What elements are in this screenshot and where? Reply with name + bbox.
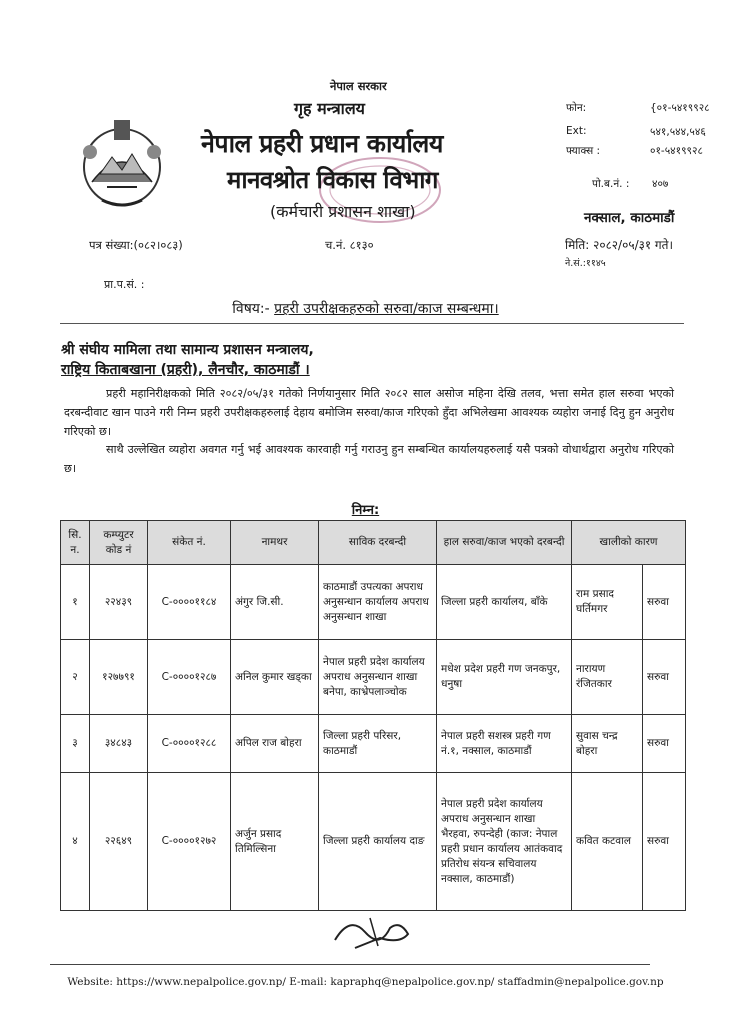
cell-old-post: जिल्ला प्रहरी परिसर, काठमाडौं (319, 715, 437, 773)
cell-code: १२७७९१ (90, 640, 148, 715)
cell-name: अपिल राज बोहरा (231, 715, 319, 773)
signature-icon (330, 910, 420, 952)
ext-label: Ext: (566, 125, 587, 137)
cell-sanket: C-००००१२८७ (148, 640, 231, 715)
header-new-post: हाल सरुवा/काज भएको दरबन्दी (437, 521, 572, 565)
header-vacancy: खालीको कारण (572, 521, 686, 565)
patra-sankhya: पत्र संख्या:(०८२।०८३) (89, 238, 183, 252)
department-title: मानवश्रोत विकास विभाग (227, 166, 438, 194)
phone-label: फोन: (566, 102, 587, 114)
fax-label: फ्याक्स : (566, 145, 601, 157)
cell-vacancy-reason: सरुवा (643, 640, 686, 715)
cell-name: अनिल कुमार खड्का (231, 640, 319, 715)
cell-sn: ३ (61, 715, 90, 773)
office-address: नक्साल, काठमाडौं (584, 210, 675, 226)
cell-vacancy-name: राम प्रसाद घर्तिमगर (572, 565, 643, 640)
cell-new-post: मधेश प्रदेश प्रहरी गण जनकपुर, धनुषा (437, 640, 572, 715)
cell-vacancy-reason: सरुवा (643, 715, 686, 773)
office-title: नेपाल प्रहरी प्रधान कार्यालय (201, 129, 443, 158)
header-code: कम्प्युटर कोड नं (90, 521, 148, 565)
cell-old-post: काठमाडौं उपत्यका अपराध अनुसन्धान कार्यालय अपराध अनुसन्धान शाखा (319, 565, 437, 640)
footer-divider (50, 964, 650, 965)
cell-sn: २ (61, 640, 90, 715)
header-name: नामथर (231, 521, 319, 565)
cell-vacancy-name: नारायण रंजितकार (572, 640, 643, 715)
cell-new-post: नेपाल प्रहरी प्रदेश कार्यालय अपराध अनुसन्धान शाखा भैरहवा, रुपन्देही (काज: नेपाल प्रहरी प्रधान कार्यालय आतंकवाद प्रतिरोध संयन्त्र सचिवालय नक्साल, काठमाडौं) (437, 773, 572, 911)
cell-vacancy-reason: सरुवा (643, 773, 686, 911)
nepal-sambat: ने.सं.:११४५ (565, 258, 606, 269)
transfer-table (60, 520, 686, 911)
fax-value: ०१-५४१९९२८ (650, 145, 703, 157)
pobox-label: पो.ब.नं. : (592, 178, 630, 190)
table-row (61, 640, 686, 715)
cell-sn: १ (61, 565, 90, 640)
divider (60, 323, 684, 324)
table-row (61, 565, 686, 640)
cell-new-post: नेपाल प्रहरी सशस्त्र प्रहरी गण नं.१, नक्साल, काठमाडौं (437, 715, 572, 773)
cell-old-post: जिल्ला प्रहरी कार्यालय दाङ (319, 773, 437, 911)
subject-text: प्रहरी उपरीक्षकहरुको सरुवा/काज सम्बन्धमा। (274, 301, 499, 317)
cell-old-post: नेपाल प्रहरी प्रदेश कार्यालय अपराध अनुसन्धान शाखा बनेपा, काभ्रेपलाञ्चोक (319, 640, 437, 715)
body-paragraph-2: साथै उल्लेखित व्यहोरा अवगत गर्नु भई आवश्यक कारवाही गर्नु गराउनु हुन सम्बन्धित कार्यालयहरुलाई यसै पत्रको वोधार्थद्वारा अनुरोध गरिएको छ। (64, 443, 674, 475)
cell-new-post: जिल्ला प्रहरी कार्यालय, बाँके (437, 565, 572, 640)
cell-code: २२४३९ (90, 565, 148, 640)
prapa-number: प्रा.प.सं. : (104, 278, 145, 291)
cell-code: २२६४९ (90, 773, 148, 911)
table-header-row (61, 521, 686, 565)
cell-vacancy-reason: सरुवा (643, 565, 686, 640)
cell-sanket: C-००००१२८८ (148, 715, 231, 773)
pobox-value: ४०७ (652, 178, 669, 190)
table-row (61, 715, 686, 773)
body-paragraph-1: प्रहरी महानिरीक्षकको मिति २०८२/०५/३१ गतेको निर्णयानुसार मिति २०८२ साल असोज महिना देखि तलव, भत्ता समेत हाल सरुवा भएको दरबन्दीवाट खान पाउने गरी निम्न प्रहरी उपरीक्षकहरुलाई देहाय बमोजिम सरुवा/काज गरिएको हुँदा अभिलेखमा आवश्यक व्यहोरा जनाई दिनु हुन अनुरोध गरिएको छ। (64, 387, 674, 438)
cell-code: ३४८४३ (90, 715, 148, 773)
recipient-line-1: श्री संघीय मामिला तथा सामान्य प्रशासन मन्त्रालय, (61, 342, 314, 358)
phone-value: {०१-५४१९९२८ (650, 102, 710, 114)
nepal-emblem-icon (72, 112, 172, 212)
subject-prefix: विषय:- (232, 301, 275, 317)
header-old-post: साविक दरबन्दी (319, 521, 437, 565)
ministry-name: गृह मन्त्रालय (294, 99, 365, 118)
subject-line (0, 299, 731, 318)
cell-sanket: C-००००१२७२ (148, 773, 231, 911)
letter-date: मिति: २०८२/०५/३१ गते। (565, 238, 674, 252)
cell-name: अंगुर जि.सी. (231, 565, 319, 640)
chalani-number: च.नं. ८१३० (325, 238, 374, 252)
cell-name: अर्जुन प्रसाद तिमिल्सिना (231, 773, 319, 911)
header-sn: सि. न. (61, 521, 90, 565)
list-heading: निम्न: (351, 503, 380, 518)
cell-sn: ४ (61, 773, 90, 911)
header-sanket: संकेत नं. (148, 521, 231, 565)
government-name: नेपाल सरकार (330, 79, 387, 93)
cell-sanket: C-००००११८४ (148, 565, 231, 640)
branch-title: (कर्मचारी प्रशासन शाखा) (270, 202, 416, 221)
table-row (61, 773, 686, 911)
cell-vacancy-name: कवित कटवाल (572, 773, 643, 911)
ext-value: ५४१,५४४,५४६ (650, 126, 706, 138)
cell-vacancy-name: सुवास चन्द्र बोहरा (572, 715, 643, 773)
recipient-line-2: राष्ट्रिय किताबखाना (प्रहरी), लैनचौर, काठमाडौं । (61, 362, 310, 378)
footer-contact: Website: https://www.nepalpolice.gov.np/ E-mail: kapraphq@nepalpolice.gov.np/ staffadmin@nepalpolice.gov.np (67, 976, 664, 988)
